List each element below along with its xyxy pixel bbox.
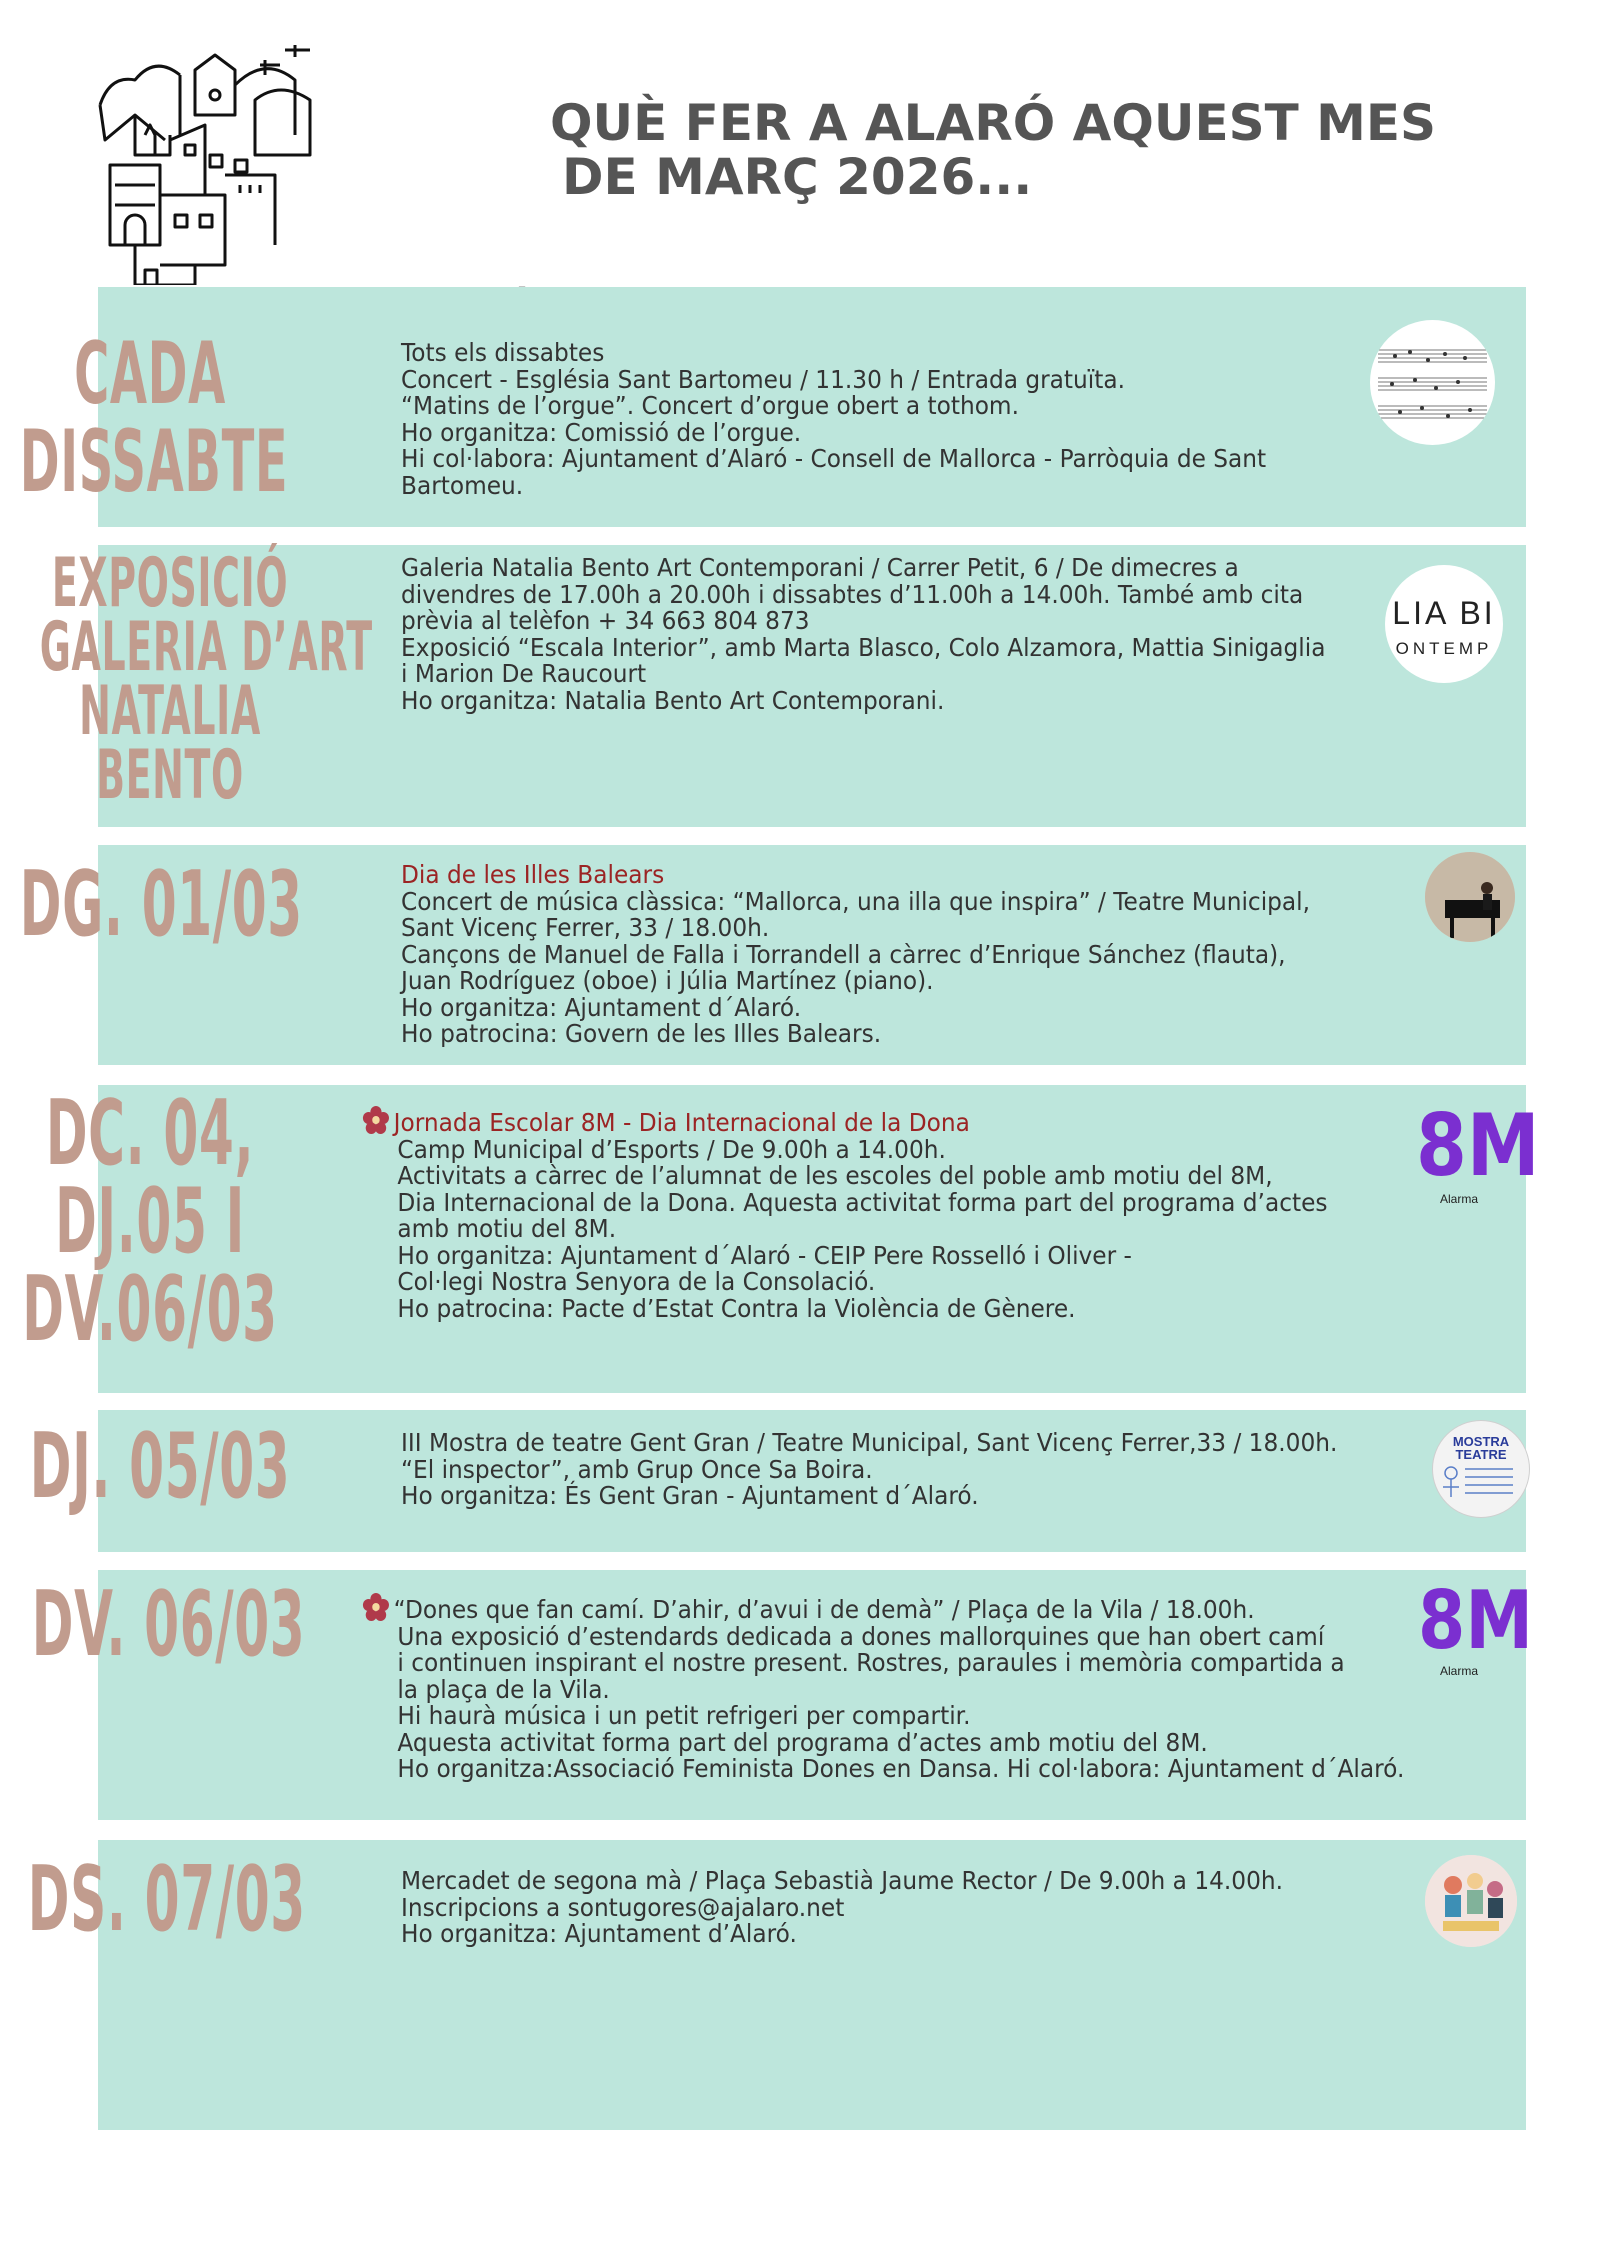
infoalaro-logo <box>95 45 445 285</box>
page-title <box>550 96 1436 204</box>
event-description: Tots els dissabtes Concert - Església Sant Bartomeu / 11.30 h / Entrada gratuïta. “Matins de l’orgue”. Concert d’orgue obert a tothom. Ho organitza: Comissió de l’orgue. Hi col·labora: Ajuntament d’Alaró - Consell de Mallorca - Parròquia de Sant Bartomeu. <box>401 338 1267 500</box>
event-description: Mercadet de segona mà / Plaça Sebastià Jaume Rector / De 9.00h a 14.00h. Inscripcions a sontugores@ajalaro.net Ho organitza: Ajuntament d’Alaró. <box>401 1866 1284 1948</box>
poster-figures-icon <box>1433 1421 1529 1517</box>
event-description: III Mostra de teatre Gent Gran / Teatre Municipal, Sant Vicenç Ferrer,33 / 18.00h. “El inspector”, amb Grup Once Sa Boira. Ho organitza: És Gent Gran - Ajuntament d´Alaró. <box>401 1428 1338 1510</box>
8m-logo: 8M Alarma <box>1418 1574 1533 1678</box>
event-date-label: DC. 04, DJ.05 I DV.06/03 <box>22 1081 278 1362</box>
gallery-logo-thumbnail: LIA BI ONTEMP <box>1385 565 1503 683</box>
market-poster-icon <box>1425 1855 1517 1947</box>
event-date-label: EXPOSICIÓ GALERIA D’ART NATALIA BENTO <box>39 544 373 815</box>
event-date-label: DJ. 05/03 <box>29 1414 291 1519</box>
village-illustration-icon <box>95 45 325 285</box>
flower-icon <box>362 1592 390 1622</box>
theatre-poster-thumbnail: MOSTRA TEATRE <box>1432 1420 1530 1518</box>
event-description: Galeria Natalia Bento Art Contemporani / Carrer Petit, 6 / De dimecres a divendres de 17.00h a 20.00h i dissabtes d’11.00h a 14.00h. També amb cita prèvia al telèfon + 34 663 804 873 Exposició “Escala Interior”, amb Marta Blasco, Colo Alzamora, Mattia Sinigaglia i Marion De Raucourt Ho organitza: Natalia Bento Art Contemporani. <box>401 553 1326 715</box>
event-date-label: DS. 07/03 <box>27 1847 306 1952</box>
event-description: Dia de les Illes Balears Concert de música clàssica: “Mallorca, una illa que inspira” / Teatre Municipal, Sant Vicenç Ferrer, 33 / 18.00h. Cançons de Manuel de Falla i Torrandell a càrrec d’Enrique Sánchez (flauta), Juan Rodríguez (oboe) i Júlia Martínez (piano). Ho organitza: Ajuntament d´Alaró. Ho patrocina: Govern de les Illes Balears. <box>401 860 1311 1048</box>
sheet-music-icon <box>1370 320 1495 445</box>
sheet-music-thumbnail <box>1370 320 1495 445</box>
event-date-label: DV. 06/03 <box>31 1572 306 1677</box>
event-date-label: DG. 01/03 <box>19 852 303 957</box>
page-title-line-2: DE MARÇ 2026... <box>562 148 1033 206</box>
event-description: “Dones que fan camí. D’ahir, d’avui i de demà” / Plaça de la Vila / 18.00h. Una exposició d’estendards dedicada a dones mallorquines que han obert camí i continuen inspirant el nostre present. Rostres, paraules i memòria compartida a la plaça de la Vila. Hi haurà música i un petit refrigeri per compartir. Aquesta activitat forma part del programa d’actes amb motiu del 8M. Ho organitza:Associació Feminista Dones en Dansa. Hi col·labora: Ajuntament d´Alaró. <box>362 1592 1404 1783</box>
event-description: Jornada Escolar 8M - Dia Internacional de la Dona Camp Municipal d’Esports / De 9.00h a 14.00h. Activitats a càrrec de l’alumnat de les escoles del poble amb motiu del 8M, Dia Internacional de la Dona. Aquesta activitat forma part del programa d’actes amb motiu del 8M. Ho organitza: Ajuntament d´Alaró - CEIP Pere Rosselló i Oliver - Col·legi Nostra Senyora de la Consolació. Ho patrocina: Pacte d’Estat Contra la Violència de Gènere. <box>362 1105 1328 1322</box>
event-highlight: Jornada Escolar 8M - Dia Internacional de la Dona <box>393 1108 970 1137</box>
event-date-label: CADA DISSABTE <box>19 324 289 512</box>
market-poster-thumbnail <box>1425 1855 1517 1947</box>
pianist-thumbnail <box>1425 852 1515 942</box>
page-title-line-1: QUÈ FER A ALARÓ AQUEST MES <box>550 94 1437 152</box>
flower-icon <box>362 1105 390 1135</box>
pianist-photo-icon <box>1425 852 1515 942</box>
8m-logo: 8M Alarma <box>1416 1096 1540 1206</box>
event-highlight: Dia de les Illes Balears <box>401 860 665 889</box>
